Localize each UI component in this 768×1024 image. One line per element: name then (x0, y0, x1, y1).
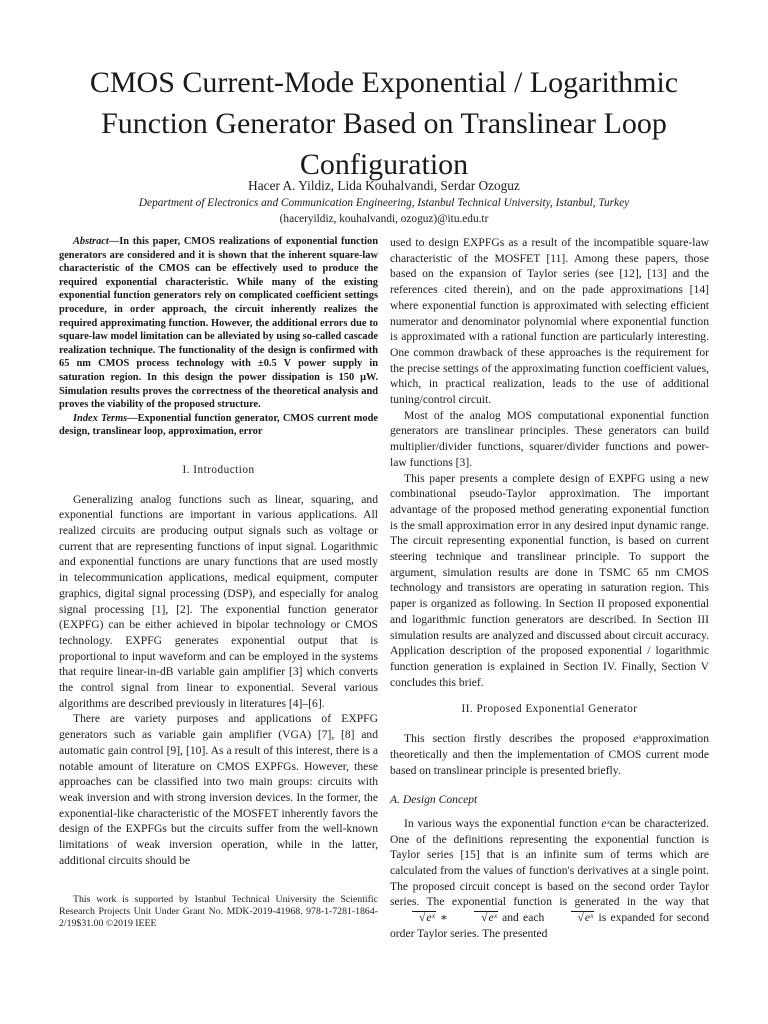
section-heading-introduction: I. Introduction (182, 463, 255, 476)
footnote (59, 894, 378, 931)
index-terms-text: —Exponential function generator, CMOS current mode design, translinear loop, approximation, error (59, 412, 378, 438)
subsection-heading-design-concept: A. Design Concept (390, 793, 478, 807)
design-concept-paragraph (390, 816, 709, 942)
math-sqrt-exp-x-1: √ eˣ (412, 911, 436, 924)
abstract (59, 235, 378, 439)
design-text-a: In various ways the exponential function (404, 816, 602, 830)
paper-authors: Hacer A. Yildiz, Lida Kouhalvandi, Serdar Ozoguz (248, 178, 520, 193)
design-text-c: and each (497, 911, 549, 925)
intro-paragraph-1: Generalizing analog functions such as linear, squaring, and exponential functions are important in various applications. All realized circuits are producing output signals such as voltage or current that are representing functions of input signal. Logarithmic and exponential functions are unary functions that are used mostly in telecommunication applications, medical equipment, computer graphics, digital signal processing (DSP), and especially for analog signal processing [1], [2]. The exponential function generator (EXPFG) can be either achieved in bipolar technology or CMOS technology. EXPFG generates exponential output that is proportional to input waveform and can be employed in the systems that require linear-in-dB variable gain amplifier [3] which converts the control signal from linear to exponential. Several various algorithms are described previously in literatures [4]–[6]. (59, 492, 378, 710)
paper-title: CMOS Current-Mode Exponential / Logarithmic Function Generator Based on Translinear Loop Configuration (89, 66, 679, 181)
math-multiply-operator: ∗ (435, 911, 453, 925)
footnote-text: This work is supported by Istanbul Technical University the Scientific Research Projects Unit Under Grant No. MDK-2019-41968. 978-1-7281-1864-2/19$31.00 ©2019 IEEE (59, 894, 378, 930)
intro-paragraph-3: used to design EXPFGs as a result of the incompatible square-law characteristic of the MOSFET [11]. Among these papers, those based on the expansion of Taylor series (see [12], [13] and the references cited therein), and on the pade approximations [14] where exponential function is approximated with selecting efficient numerator and denominator polynomial where exponential function is approximated with a rational function are particularly interesting. One common drawback of these approaches is the requirement for the precise settings of the approximating function coefficient values, which, in practical realization, leads to the use of additional tuning/control circuit. (390, 236, 709, 407)
math-exp-x: eˣ (632, 732, 642, 746)
section-heading-proposed-generator: II. Proposed Exponential Generator (461, 703, 638, 716)
intro-paragraph-5: This paper presents a complete design of EXPFG using a new combinational pseudo-Taylor approximation. The important advantage of the proposed method generating exponential function is the small approximation error in any desired input dynamic range. The circuit representing exponential function, is based on current steering technique and translinear principle. To support the argument, simulation results are done in TSMC 65 nm CMOS technology and transistors are operating in saturation region. This paper is organized as following. In Section II proposed exponential and logarithmic function generators are described. In Section III simulation results are analyzed and discussed about circuit accuracy. Application description of the proposed exponential / logarithmic function generation is explained in Section IV. Finally, Section V concludes this brief. (390, 471, 709, 689)
section2-p1-text-a: This section firstly describes the proposed (404, 732, 633, 746)
design-text-b: can be characterized. One of the definitions representing the exponential function is Taylor series [15] that is an infinite sum of terms which are calculated from the values of function's derivatives at a single point. The proposed circuit concept is based on the second order Taylor series. The exponential function is generated in the way that (390, 816, 709, 909)
index-terms-label: Index Terms (73, 412, 128, 424)
abstract-text: —In this paper, CMOS realizations of exponential function generators are considered and it is shown that the inherent square-law characteristic of the CMOS can be effectively used to produce the required exponential characteristic. While many of the existing exponential function generators rely on complicated coefficient settings procedure, in order approach, the circuit inherently realizes the required approximating function. However, the additional errors due to square-law model limitation can be alleviated by using so-called cascade realization technique. The functionality of the design is confirmed with 65 nm CMOS process technology with ±0.5 V power supply in saturation region. In this design the power dissipation is 150 μW. Simulation results proves the correctness of the theoretical analysis and proves the viability of the proposed structure. (59, 236, 378, 411)
abstract-label: Abstract (73, 236, 109, 247)
section2-paragraph-1 (390, 731, 709, 778)
left-column (59, 235, 378, 868)
right-column (390, 235, 709, 942)
math-exp-x-2: eˣ (601, 816, 610, 830)
intro-paragraph-2: There are variety purposes and applications of EXPFG generators such as variable gain amplifier (VGA) [7], [8] and automatic gain control [9], [10]. As a result of this interest, there is a notable amount of literature on CMOS EXPFGs. However, these approaches can be classified into two main groups: circuits with weak inversion and with strong inversion devices. In the former, the exponential-like characteristic of the MOSFET inherently favors the design of the EXPFGs but the circuits suffer from the well-known limitations of weak inversion operation, while in the latter, additional circuits should be (59, 712, 378, 867)
paper-email: (haceryildiz, kouhalvandi, ozoguz)@itu.edu.tr (279, 213, 489, 225)
math-sqrt-exp-x-3: √ eˣ (571, 911, 595, 924)
design-text-d: is expanded for second order Taylor series. The presented (390, 911, 709, 940)
section2-p1-text-b: approximation theoretically and then the implementation of CMOS current mode based on translinear principle is presented briefly. (390, 732, 709, 777)
paper-affiliation: Department of Electronics and Communication Engineering, Istanbul Technical University, Istanbul, Turkey (138, 197, 630, 209)
intro-paragraph-4: Most of the analog MOS computational exponential function generators are translinear principles. These generators can build multiplier/divider functions, squarer/divider functions and power-law functions [3]. (390, 408, 709, 469)
math-sqrt-exp-x-2: √ eˣ (474, 911, 498, 924)
